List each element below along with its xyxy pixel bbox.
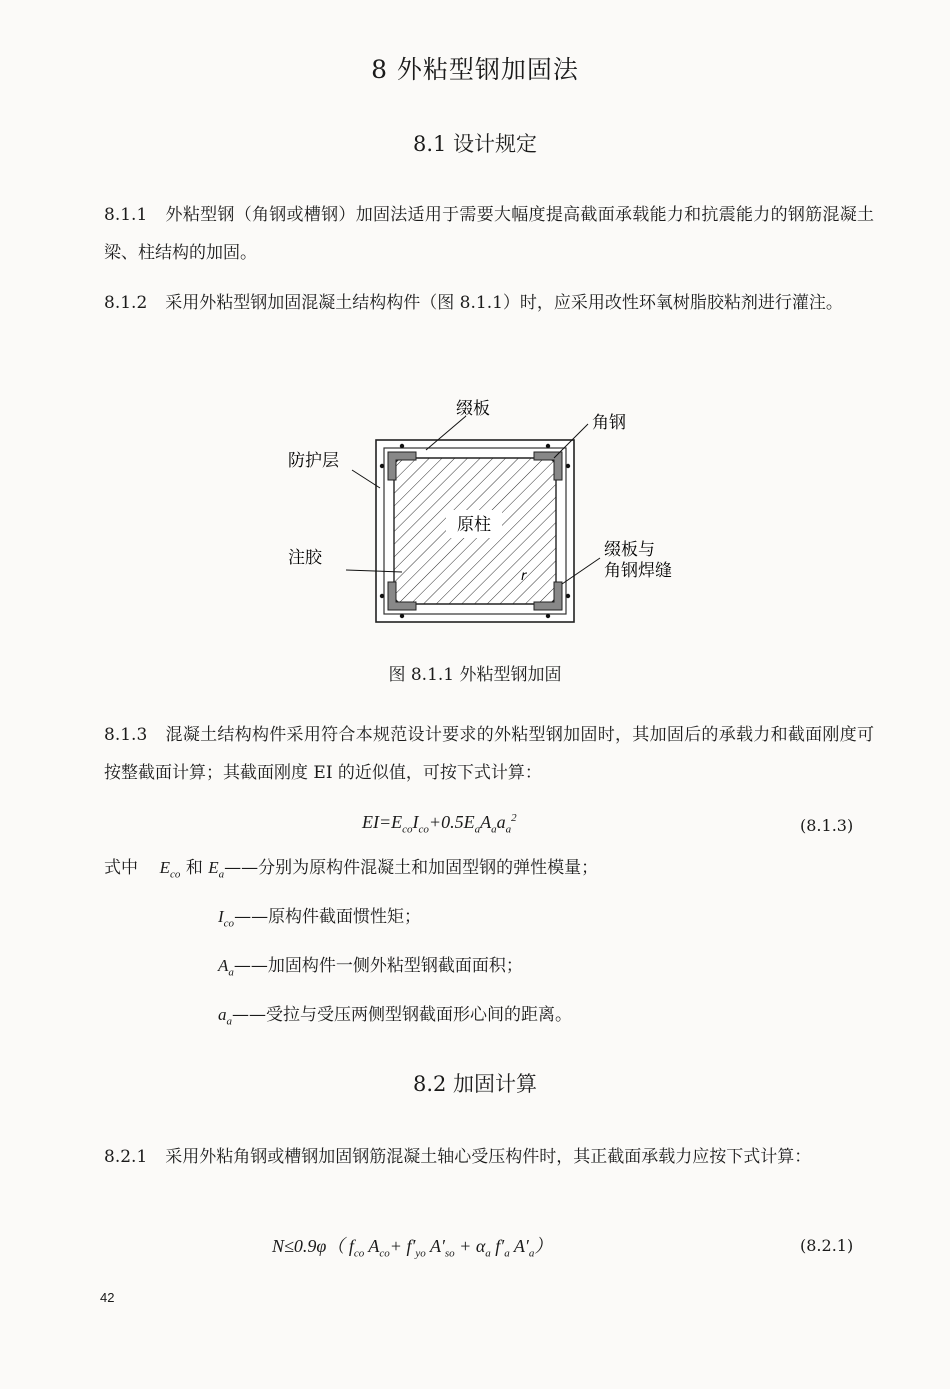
label-weld-line1: 缀板与 bbox=[604, 540, 655, 560]
equation-8-1-3: $EI=E_{co}I_{co}+0.5E_aA_aa_a^2$ bbox=[362, 812, 517, 836]
clause-8-1-3 bbox=[104, 716, 874, 792]
equation-number-8-2-1: (8.2.1) bbox=[800, 1236, 854, 1255]
where-aa-desc: ——受拉与受压两侧型钢截面形心间的距离。 bbox=[232, 1005, 572, 1025]
where-row-i: $I_{co}——$原构件截面惯性矩； bbox=[218, 907, 422, 930]
clause-text: 采用外粘角钢或槽钢加固钢筋混凝土轴心受压构件时，其正截面承载力应按下式计算： bbox=[165, 1147, 812, 1167]
where-e-desc: ——分别为原构件混凝土和加固型钢的弹性模量； bbox=[224, 858, 599, 878]
clause-number: 8.1.3 bbox=[104, 725, 148, 745]
section-title-8-1: 8.1 设计规定 bbox=[412, 132, 538, 156]
clause-8-2-1 bbox=[104, 1138, 874, 1176]
where-row-e: 式中 $E_{co}$ 和 $E_a——$分别为原构件混凝土和加固型钢的弹性模量； bbox=[104, 858, 599, 881]
where-and: 和 bbox=[185, 858, 203, 878]
clause-number: 8.1.1 bbox=[104, 205, 148, 225]
label-grout: 注胶 bbox=[288, 548, 322, 568]
clause-number: 8.1.2 bbox=[104, 293, 148, 313]
where-row-a: $A_a——$加固构件一侧外粘型钢截面面积； bbox=[218, 956, 523, 979]
label-angle-steel: 角钢 bbox=[592, 413, 626, 433]
where-a-desc: ——加固构件一侧外粘型钢截面面积； bbox=[233, 956, 523, 976]
label-radius: r bbox=[521, 569, 527, 584]
clause-text: 采用外粘型钢加固混凝土结构构件（图 8.1.1）时，应采用改性环氧树脂胶粘剂进行灌注。 bbox=[165, 293, 843, 313]
where-i-desc: ——原构件截面惯性矩； bbox=[234, 907, 422, 927]
clause-8-1-1 bbox=[104, 196, 874, 272]
chapter-title: 8 外粘型钢加固法 bbox=[371, 55, 579, 84]
label-batten: 缀板 bbox=[456, 399, 490, 419]
where-intro: 式中 bbox=[104, 858, 138, 878]
clause-number: 8.2.1 bbox=[104, 1147, 148, 1167]
section-title-8-2: 8.2 加固计算 bbox=[412, 1072, 538, 1096]
clause-8-1-2 bbox=[104, 284, 874, 322]
clause-text: 混凝土结构构件采用符合本规范设计要求的外粘型钢加固时，其加固后的承载力和截面刚度可按整截面计算；其截面刚度 EI 的近似值，可按下式计算： bbox=[104, 725, 874, 783]
figure-caption: 图 8.1.1 外粘型钢加固 bbox=[388, 665, 562, 685]
equation-number-8-1-3: (8.1.3) bbox=[800, 816, 854, 835]
figure-8-1-1 bbox=[270, 388, 710, 638]
where-row-aa: $a_a——$受拉与受压两侧型钢截面形心间的距离。 bbox=[218, 1005, 572, 1028]
page-number: 42 bbox=[100, 1290, 115, 1305]
equation-8-2-1: N≤0.9φ（ $f_{co}$ $A_{co}+ f'_{yo}$ $A'_{so} + \alpha_a$ $f'_a$ $A'_a$） bbox=[272, 1236, 553, 1260]
label-protective-layer: 防护层 bbox=[288, 451, 339, 471]
label-weld-line2: 角钢焊缝 bbox=[604, 561, 672, 581]
clause-text: 外粘型钢（角钢或槽钢）加固法适用于需要大幅度提高截面承载能力和抗震能力的钢筋混凝土梁、柱结构的加固。 bbox=[104, 205, 874, 263]
label-column: 原柱 bbox=[457, 515, 491, 535]
